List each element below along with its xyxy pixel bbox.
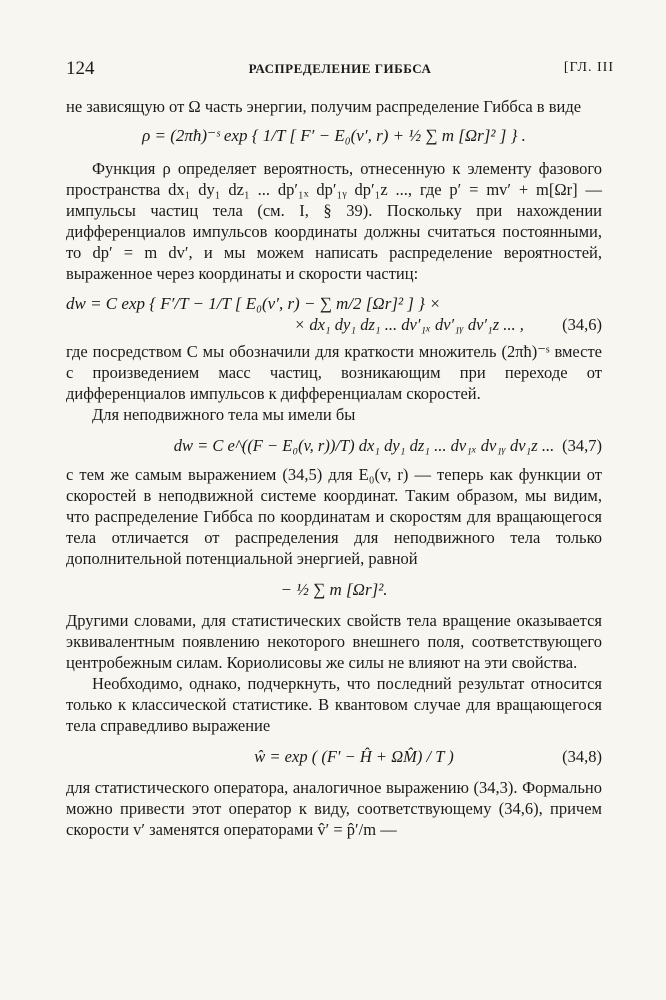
paragraph-1: не зависящую от Ω часть энергии, получим распределение Гиббса в виде <box>66 97 582 116</box>
equation-number-34-6: (34,6) <box>562 315 602 334</box>
equation-gibbs-rotating: ρ = (2πħ)⁻ˢ exp { 1/T [ F′ − E₀(v′, r) + ½ ∑ m [Ωr]² ] } . <box>142 126 526 145</box>
paragraph-6: Другими словами, для статистических свойств тела вращение оказывается эквивалентным появлению некоторого внешнего поля, соответствующего центробежным силам. Кориолисовы же силы не влияют на эти свойства. <box>66 611 602 672</box>
paragraph-2: Функция ρ определяет вероятность, отнесенную к элементу фазового пространства dx₁ dy₁ dz₁ ... dp′₁ₓ dp′₁ᵧ dp′₁z ..., где p′ = mv′ + m[Ωr] — импульсы частиц тела (см. I, § 39). Поскольку при нахождении дифференциалов импульсов координаты должны считаться постоянными, то dp′ = m dv′, и мы можем написать распределение вероятностей, выраженное через координаты и скорости частиц: <box>66 159 602 283</box>
equation-34-6-line-1: dw = C exp { F′/T − 1/T [ E₀(v′, r) − ∑ m/2 [Ωr]² ] } × <box>66 294 441 313</box>
equation-34-8 <box>66 746 602 767</box>
equation-number-34-7: (34,7) <box>562 436 602 455</box>
paragraph-7: Необходимо, однако, подчеркнуть, что последний результат относится только к классической статистике. В квантовом случае для вращающегося тела справедливо выражение <box>66 674 602 735</box>
paragraph-4: Для неподвижного тела мы имели бы <box>92 405 356 424</box>
page-number: 124 <box>66 58 95 79</box>
equation-34-6-line-2 <box>66 314 602 335</box>
paragraph-5: с тем же самым выражением (34,5) для E₀(v, r) — теперь как функции от скоростей в неподвижной системе координат. Таким образом, мы видим, что распределение Гиббса по координатам и скоростям для вращающегося тела отличается от распределения для неподвижного тела только дополнительной потенциальной энергией, равной <box>66 465 602 568</box>
page-body <box>66 96 602 840</box>
equation-34-8-text: ŵ = exp ( (F′ − Ĥ + ΩM̂) / T ) <box>254 747 454 766</box>
equation-34-6-text: × dx₁ dy₁ dz₁ ... dv′₁ₓ dv′₁ᵧ dv′₁z ... , <box>294 315 524 334</box>
running-title: РАСПРЕДЕЛЕНИЕ ГИББСА <box>248 61 432 76</box>
chapter-label: [ГЛ. III <box>563 60 614 75</box>
equation-34-7-text: dw = C e^((F − E₀(v, r))/T) dx₁ dy₁ dz₁ ... dv₁ₓ dv₁ᵧ dv₁z ... <box>173 436 555 455</box>
equation-34-7 <box>66 435 602 456</box>
equation-potential: − ½ ∑ m [Ωr]². <box>280 580 388 599</box>
paragraph-8: для статистического оператора, аналогичное выражению (34,3). Формально можно привести этот оператор к виду, соответствующему (34,6), причем скорости v′ заменятся операторами v̂′ = p̂′/m — <box>66 778 602 839</box>
page-header <box>66 58 614 80</box>
paragraph-3: где посредством C мы обозначили для краткости множитель (2πħ)⁻ˢ вместе с произведением масс частиц, возникающим при переходе от дифференциалов импульсов к дифференциалам скоростей. <box>66 342 602 403</box>
equation-number-34-8: (34,8) <box>562 747 602 766</box>
